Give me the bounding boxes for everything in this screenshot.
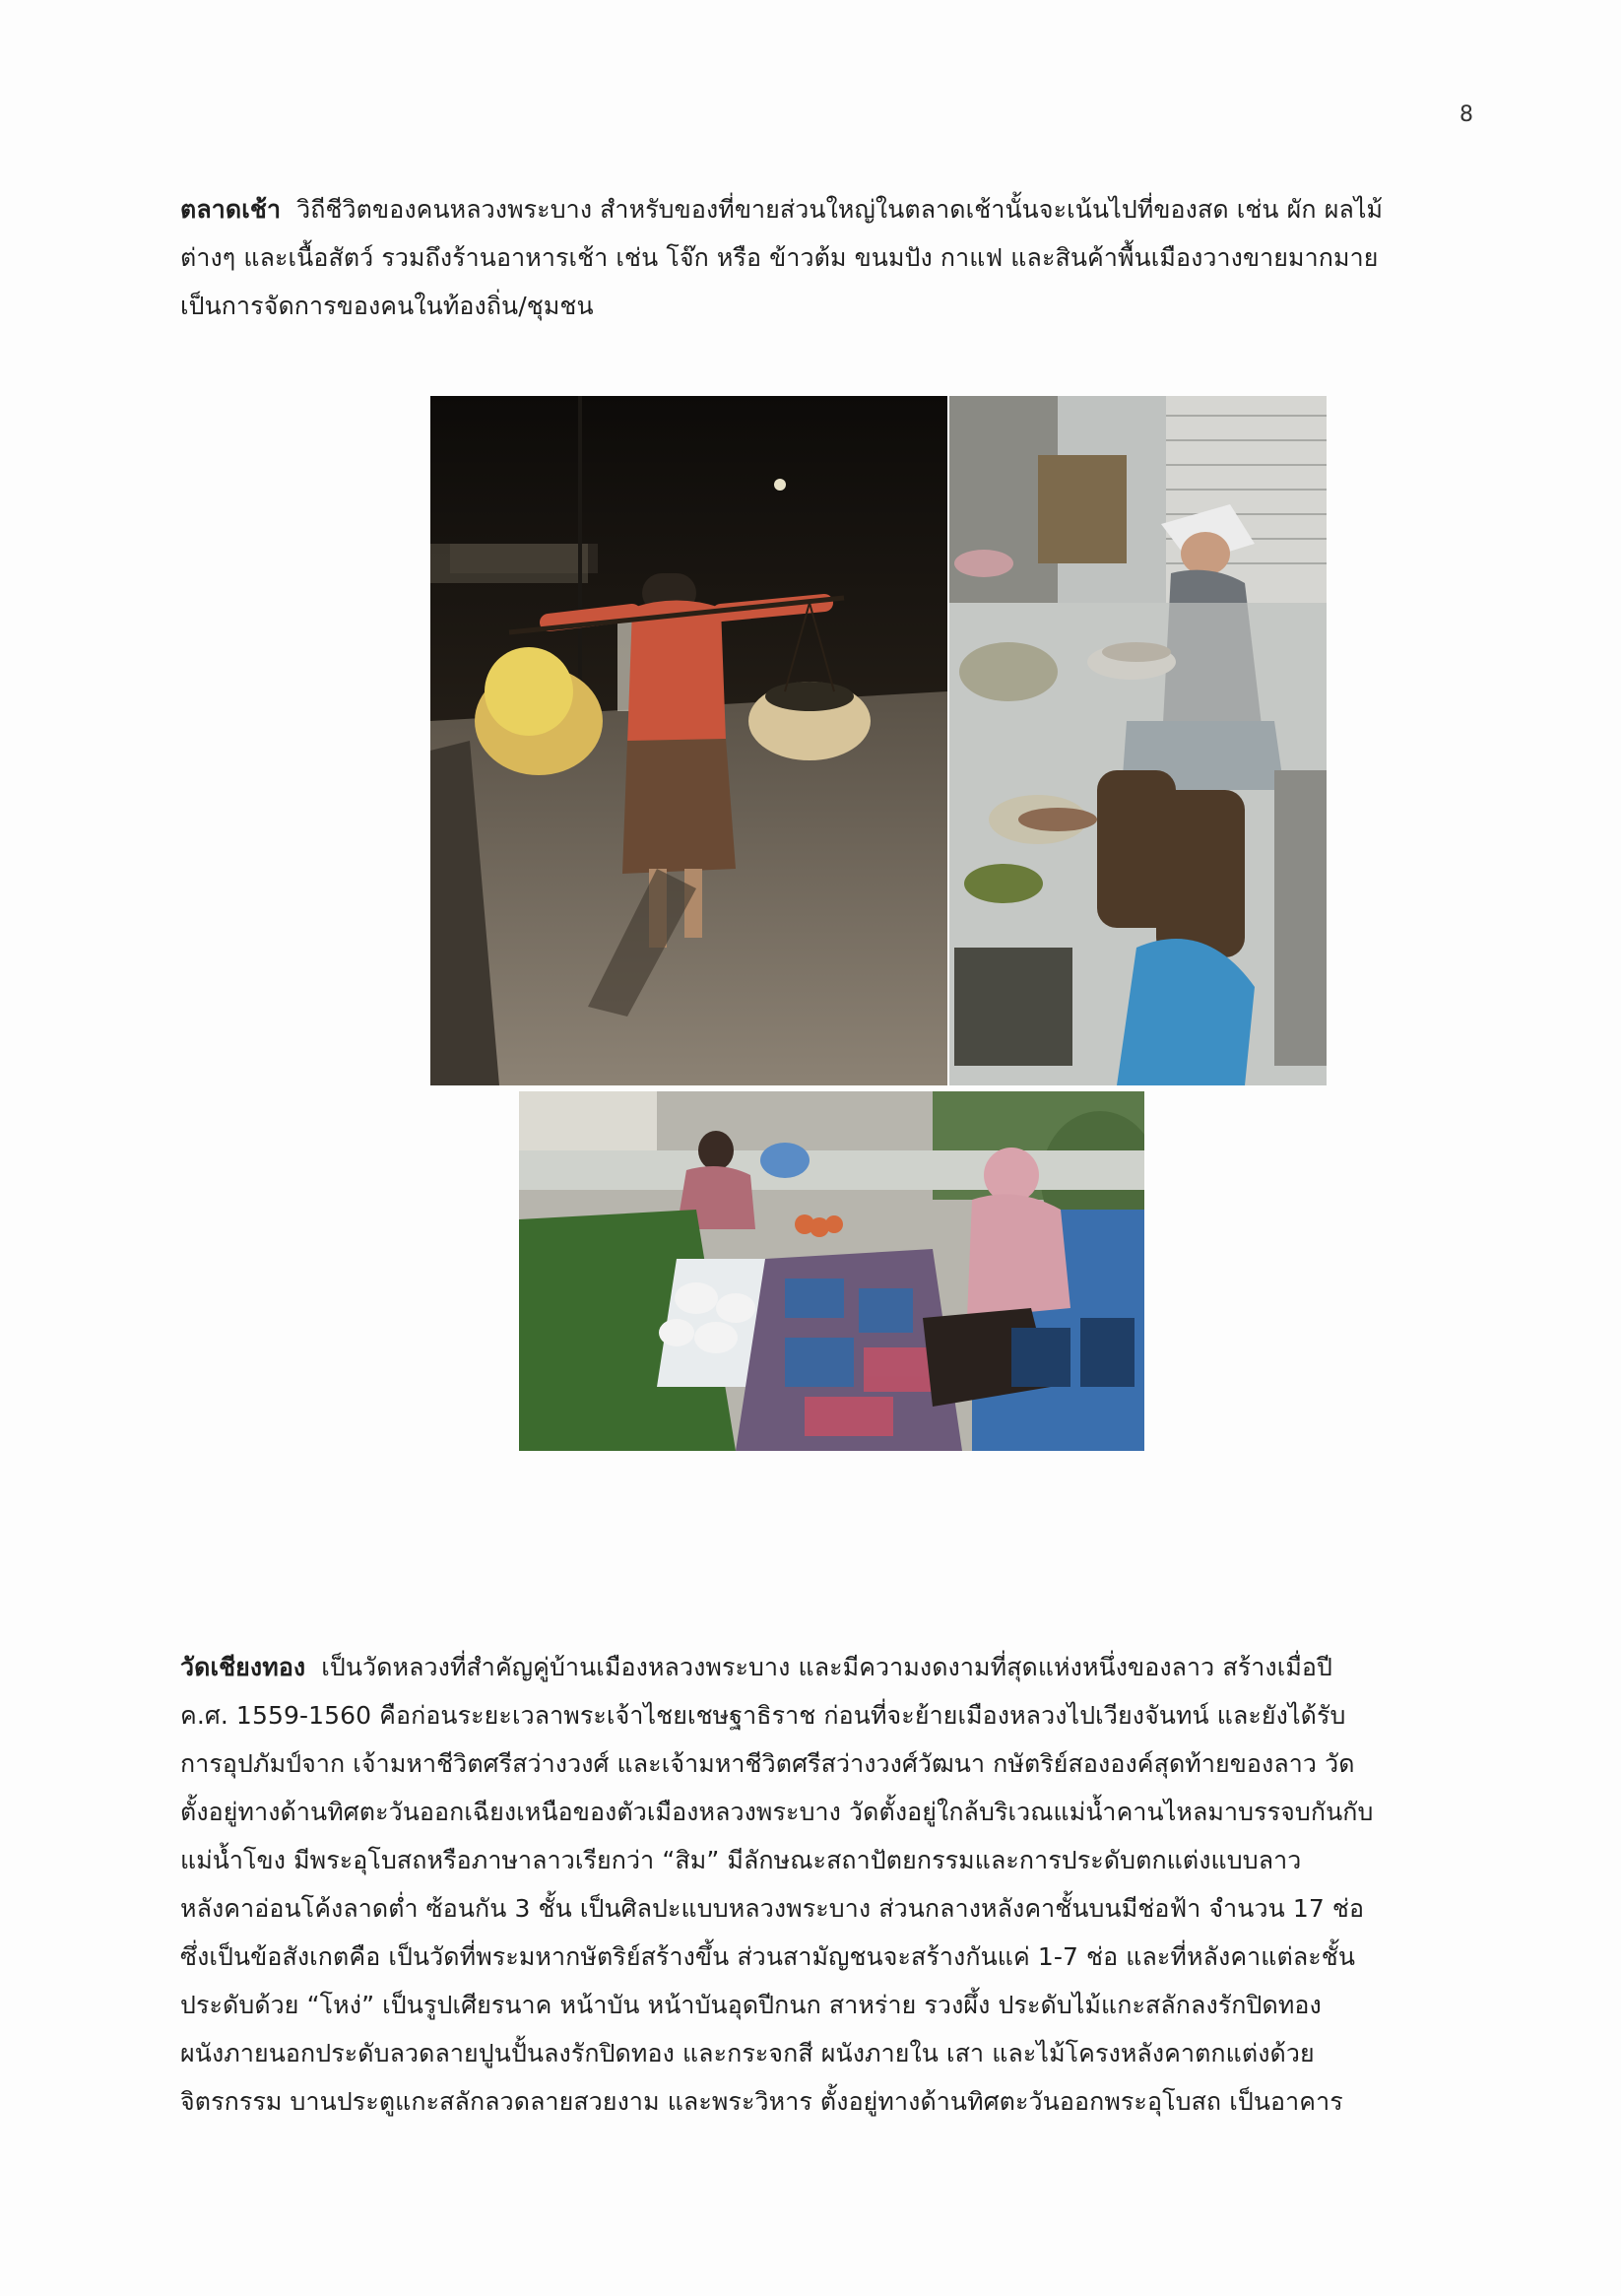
photo-night-porter <box>430 396 947 1085</box>
paragraph-line: หลังคาอ่อนโค้งลาดต่ำ ซ้อนกัน 3 ชั้น เป็นศิลปะแบบหลวงพระบาง ส่วนกลางหลังคาชั้นบนมีช่อฟ้า จำนวน 17 ช่อ <box>180 1894 1365 1923</box>
market-stalls-image <box>519 1091 1144 1451</box>
paragraph-line <box>180 1643 1470 1691</box>
paragraph-line: ซึ่งเป็นข้อสังเกตคือ เป็นวัดที่พระมหากษัตริย์สร้างขึ้น ส่วนสามัญชนจะสร้างกันแค่ 1-7 ช่อ และที่หลังคาแต่ละชั้น <box>180 1942 1356 1971</box>
photo-morning-market-stalls <box>519 1091 1144 1451</box>
paragraph-line: การอุปภัมป์จาก เจ้ามหาชีวิตศรีสว่างวงศ์ และเจ้ามหาชีวิตศรีสว่างวงศ์วัฒนา กษัตริย์สององค์สุดท้ายของลาว วัด <box>180 1749 1355 1778</box>
paragraph-line <box>180 185 1470 233</box>
paragraph-text: วิถีชีวิตของคนหลวงพระบาง สำหรับของที่ขายส่วนใหญ่ในตลาดเช้านั้นจะเน้นไปที่ของสด เช่น ผัก ผลไม้ <box>296 195 1384 224</box>
market-vendor-image <box>949 396 1327 1085</box>
paragraph-line: ต่างๆ และเนื้อสัตว์ รวมถึงร้านอาหารเช้า เช่น โจ๊ก หรือ ข้าวต้ม ขนมปัง กาแฟ และสินค้าพื้นเมืองวางขายมากมาย <box>180 243 1379 272</box>
paragraph-line: ผนังภายนอกประดับลวดลายปูนปั้นลงรักปิดทอง และกระจกสี ผนังภายใน เสา และไม้โครงหลังคาตกแต่งด้วย <box>180 2039 1315 2067</box>
paragraph-line: ตั้งอยู่ทางด้านทิศตะวันออกเฉียงเหนือของตัวเมืองหลวงพระบาง วัดตั้งอยู่ใกล้บริเวณแม่น้ำคานไหลมาบรรจบกันกับ <box>180 1798 1374 1826</box>
paragraph-line: จิตรกรรม บานประตูแกะสลักลวดลายสวยงาม และพระวิหาร ตั้งอยู่ทางด้านทิศตะวันออกพระอุโบสถ เป็นอาคาร <box>180 2087 1343 2116</box>
morning-market-heading: ตลาดเช้า <box>180 195 282 224</box>
wat-xieng-thong-heading: วัดเชียงทอง <box>180 1653 306 1681</box>
photo-market-vendor <box>949 396 1327 1085</box>
night-porter-image <box>430 396 947 1085</box>
morning-market-paragraph <box>180 185 1470 330</box>
paragraph-line: ประดับด้วย “โหง่” เป็นรูปเศียรนาค หน้าบัน หน้าบันอุดปีกนก สาหร่าย รวงผึ้ง ประดับไม้แกะสลักลงรักปิดทอง <box>180 1991 1322 2019</box>
page-number: 8 <box>1459 102 1473 127</box>
paragraph-line: แม่น้ำโขง มีพระอุโบสถหรือภาษาลาวเรียกว่า “สิม” มีลักษณะสถาปัตยกรรมและการประดับตกแต่งแบบลาว <box>180 1846 1302 1874</box>
paragraph-line: เป็นการจัดการของคนในท้องถิ่น/ชุมชน <box>180 292 594 320</box>
paragraph-text: เป็นวัดหลวงที่สำคัญคู่บ้านเมืองหลวงพระบาง และมีความงดงามที่สุดแห่งหนึ่งของลาว สร้างเมื่อปี <box>321 1653 1333 1681</box>
wat-xieng-thong-paragraph <box>180 1643 1470 2126</box>
paragraph-line: ค.ศ. 1559-1560 คือก่อนระยะเวลาพระเจ้าไชยเชษฐาธิราช ก่อนที่จะย้ายเมืองหลวงไปเวียงจันทน์ และยังได้รับ <box>180 1701 1346 1730</box>
